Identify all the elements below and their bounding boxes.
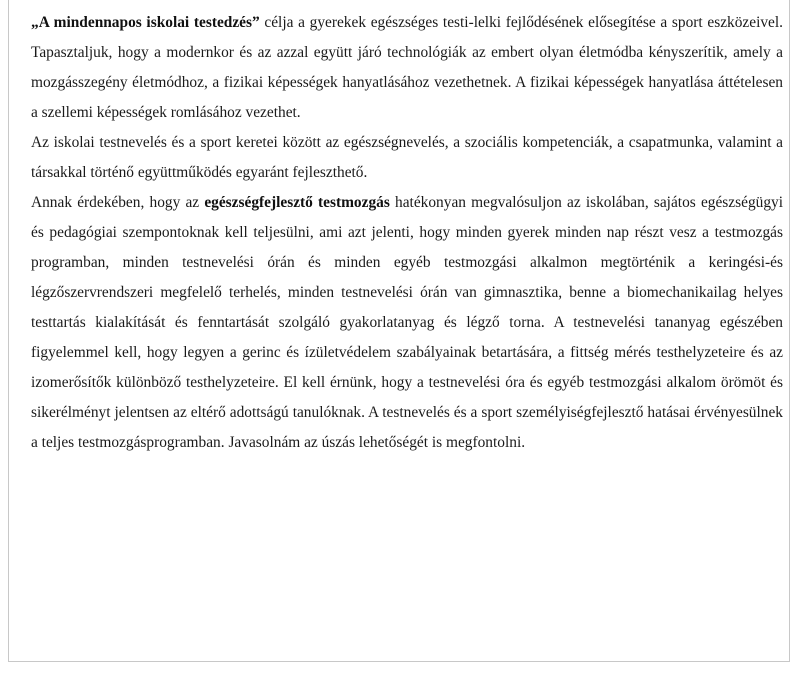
health-body-text: hatékonyan megvalósuljon az iskolában, sajátos egészségügyi és pedagógiai szempontoknak kell teljesülni, ami azt jelenti, hogy minden gyerek minden nap részt vesz a testmozgás programban, minden testnevelési órán és minden egyéb testmozgási alkalmon megtörténik a keringési-és légzőszervrendszeri megfelelő terhelés, minden testnevelési órán van gimnasztika, benne a biomechanikailag helyes testtartás kialakítását és fenntartását szolgáló gyakorlatanyag és légző torna. A testnevelési tananyag egészében figyelemmel kell, hogy legyen a gerinc és ízületvédelem szabályainak betartására, a fittség mérés testhelyzeteire és az izomerősítők különböző testhelyzeteire. El kell érnünk, hogy a testnevelési óra és egyéb testmozgási alkalom örömöt és sikerélményt jelentsen az eltérő adottságú tanulóknak. A testnevelés és a sport személyiségfejlesztő hatásai érvényesülnek a teljes testmozgásprogramban. Javasolnám az úszás lehetőségét is megfontolni. xyxy=(31,194,783,451)
health-exercise-phrase: egészségfejlesztő testmozgás xyxy=(204,194,390,211)
title-phrase: „A mindennapos iskolai testedzés” xyxy=(31,14,260,31)
competencies-text: Az iskolai testnevelés és a sport keretei között az egészségnevelés, a szociális kompetenciák, a csapatmunka, valamint a társakkal történő együttműködés egyaránt fejleszthető. xyxy=(31,134,783,181)
health-lead-text: Annak érdekében, hogy az xyxy=(31,194,205,211)
page-bottom-margin xyxy=(8,662,790,685)
paragraph-health-exercise xyxy=(31,188,783,458)
paragraph-competencies xyxy=(31,128,783,188)
paragraph-intro xyxy=(31,8,783,128)
document-frame xyxy=(8,0,790,662)
intro-text: célja a gyerekek egészséges testi-lelki fejlődésének elősegítése a sport eszközeivel. Tapasztaljuk, hogy a modernkor és az azzal együtt járó technológiák az embert olyan életmódba kényszerítik, amely a mozgásszegény életmódhoz, a fizikai képességek hanyatlásához vezethetnek. A fizikai képességek hanyatlása áttételesen a szellemi képességek romlásához vezethet. xyxy=(31,14,784,121)
document-body xyxy=(31,8,783,458)
